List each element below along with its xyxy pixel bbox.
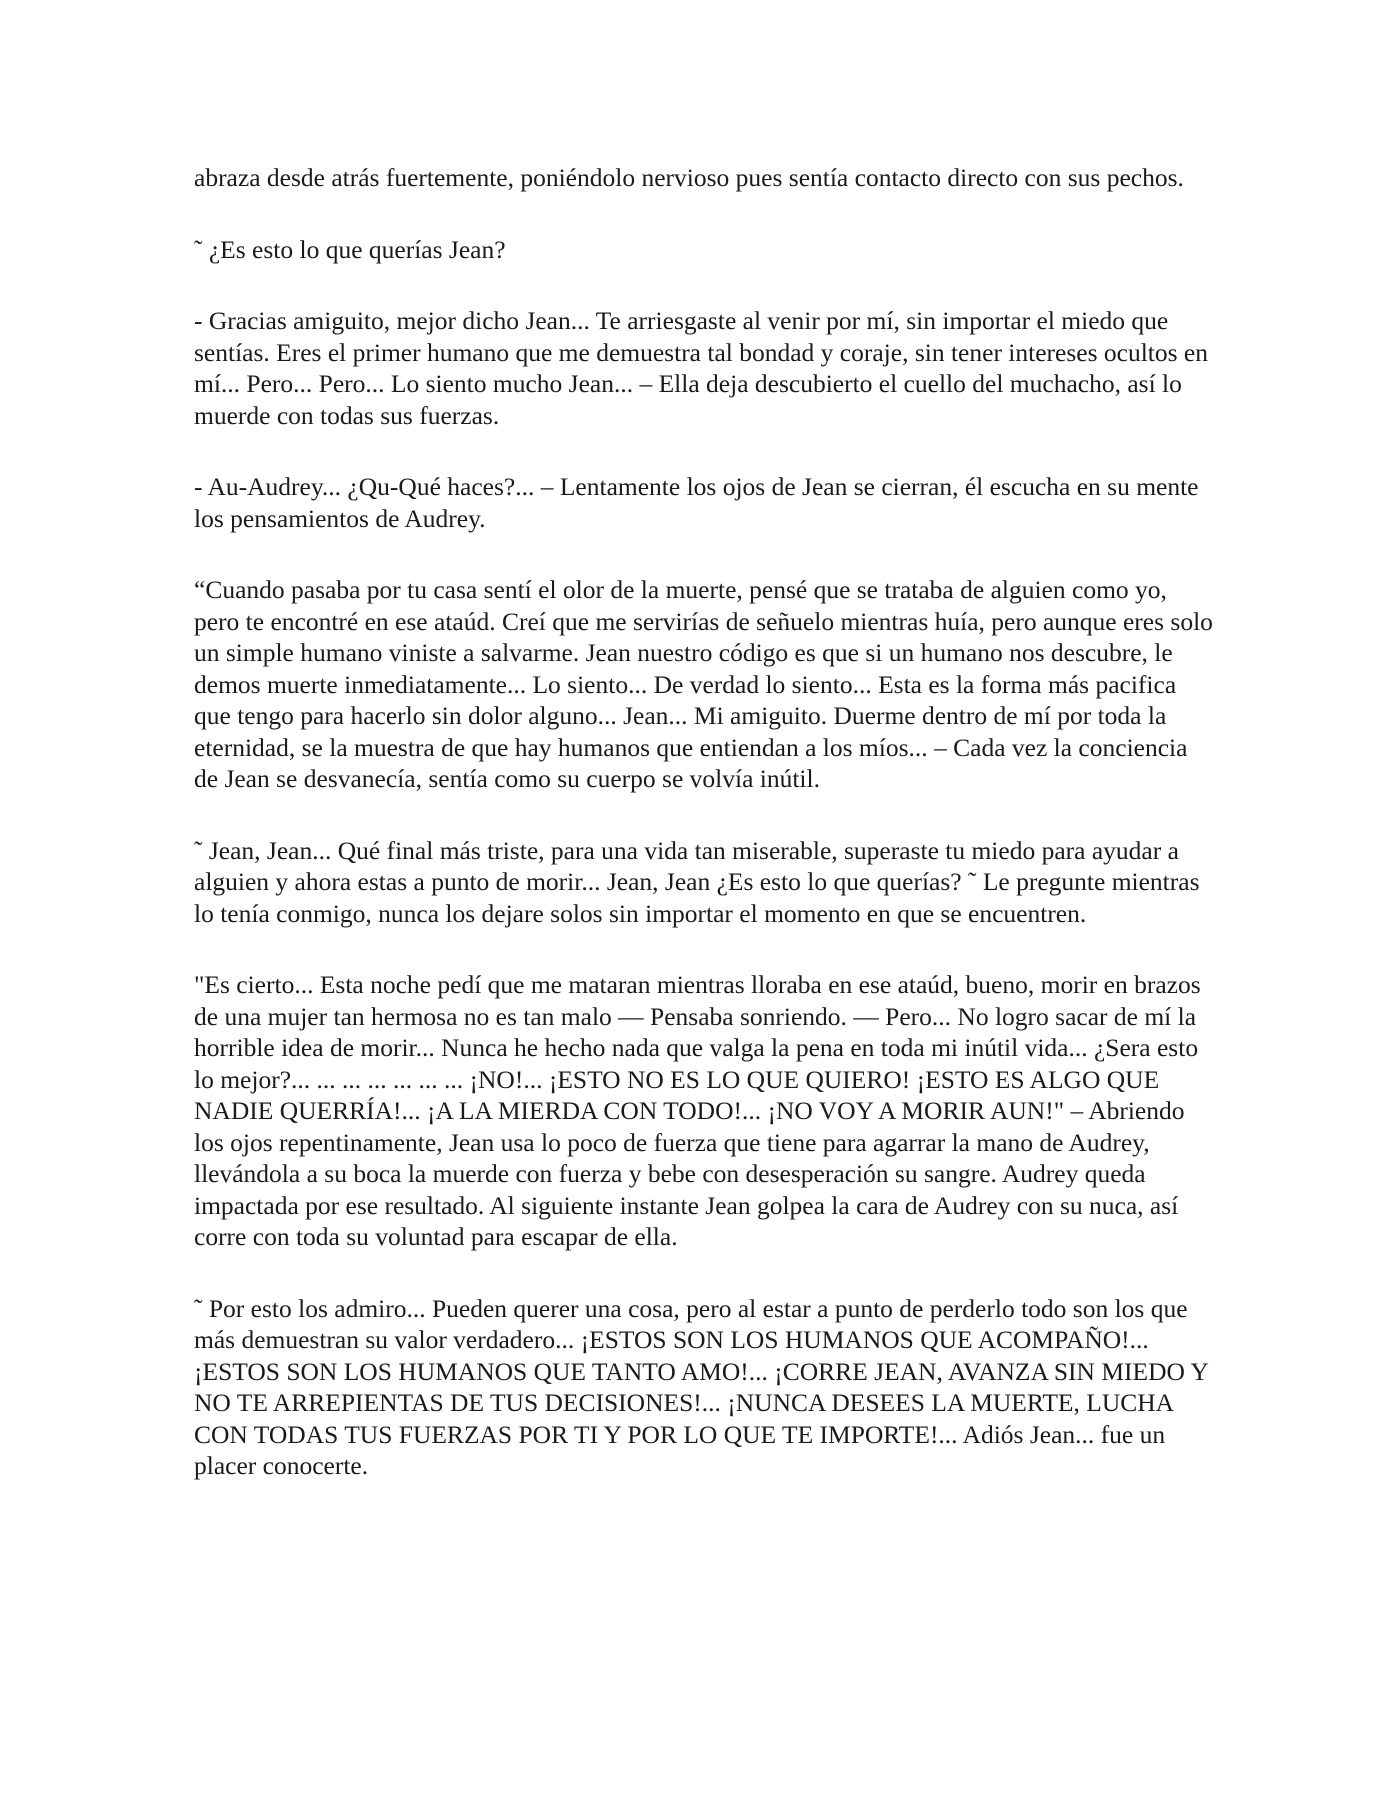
paragraph-4: - Au-Audrey... ¿Qu-Qué haces?... – Lentamente los ojos de Jean se cierran, él escucha en su mente los pensamientos de Audrey. xyxy=(194,472,1199,533)
paragraph-6: ˜ Jean, Jean... Qué final más triste, para una vida tan miserable, superaste tu miedo para ayudar a alguien y ahora estas a punto de morir... Jean, Jean ¿Es esto lo que querías? ˜ Le pregunte mientras lo tenía conmigo, nunca los dejare solos sin importar el momento en que se encuentren. xyxy=(194,835,1200,928)
paragraph-1: abraza desde atrás fuertemente, poniéndolo nervioso pues sentía contacto directo con sus pechos. xyxy=(194,163,1184,192)
paragraph-2: ˜ ¿Es esto lo que querías Jean? xyxy=(194,234,506,264)
paragraph-3: - Gracias amiguito, mejor dicho Jean... Te arriesgaste al venir por mí, sin importar el miedo que sentías. Eres el primer humano que me demuestra tal bondad y coraje, sin tener intereses ocultos en mí... Pero... Pero... Lo siento mucho Jean... – Ella deja descubierto el cuello del muchacho, así lo muerde con todas sus fuerzas. xyxy=(194,306,1208,430)
document-page xyxy=(194,162,1214,1482)
paragraph-8: ˜ Por esto los admiro... Pueden querer una cosa, pero al estar a punto de perderlo todo son los que más demuestran su valor verdadero... ¡ESTOS SON LOS HUMANOS QUE ACOMPAÑO!... ¡ESTOS SON LOS HUMANOS QUE TANTO AMO!... ¡CORRE JEAN, AVANZA SIN MIEDO Y NO TE ARREPIENTAS DE TUS DECISIONES!... ¡NUNCA DESEES LA MUERTE, LUCHA CON TODAS TUS FUERZAS POR TI Y POR LO QUE TE IMPORTE!... Adiós Jean... fue un placer conocerte. xyxy=(194,1293,1208,1480)
paragraph-5: “Cuando pasaba por tu casa sentí el olor de la muerte, pensé que se trataba de alguien como yo, pero te encontré en ese ataúd. Creí que me servirías de señuelo mientras huía, pero aunque eres solo un simple humano viniste a salvarme. Jean nuestro código es que si un humano nos descubre, le demos muerte inmediatamente... Lo siento... De verdad lo siento... Esta es la forma más pacifica que tengo para hacerlo sin dolor alguno... Jean... Mi amiguito. Duerme dentro de mí por toda la eternidad, se la muestra de que hay humanos que entiendan a los míos... – Cada vez la conciencia de Jean se desvanecía, sentía como su cuerpo se volvía inútil. xyxy=(194,575,1213,793)
paragraph-7: "Es cierto... Esta noche pedí que me mataran mientras lloraba en ese ataúd, bueno, morir en brazos de una mujer tan hermosa no es tan malo — Pensaba sonriendo. — Pero... No logro sacar de mí la horrible idea de morir... Nunca he hecho nada que valga la pena en toda mi inútil vida... ¿Sera esto lo mejor?... ... ... ... ... ... ... ¡NO!... ¡ESTO NO ES LO QUE QUIERO! ¡ESTO ES ALGO QUE NADIE QUERRÍA!... ¡A LA MIERDA CON TODO!... ¡NO VOY A MORIR AUN!" – Abriendo los ojos repentinamente, Jean usa lo poco de fuerza que tiene para agarrar la mano de Audrey, llevándola a su boca la muerde con fuerza y bebe con desesperación su sangre. Audrey queda impactada por ese resultado. Al siguiente instante Jean golpea la cara de Audrey con su nuca, así corre con toda su voluntad para escapar de ella. xyxy=(194,970,1201,1251)
